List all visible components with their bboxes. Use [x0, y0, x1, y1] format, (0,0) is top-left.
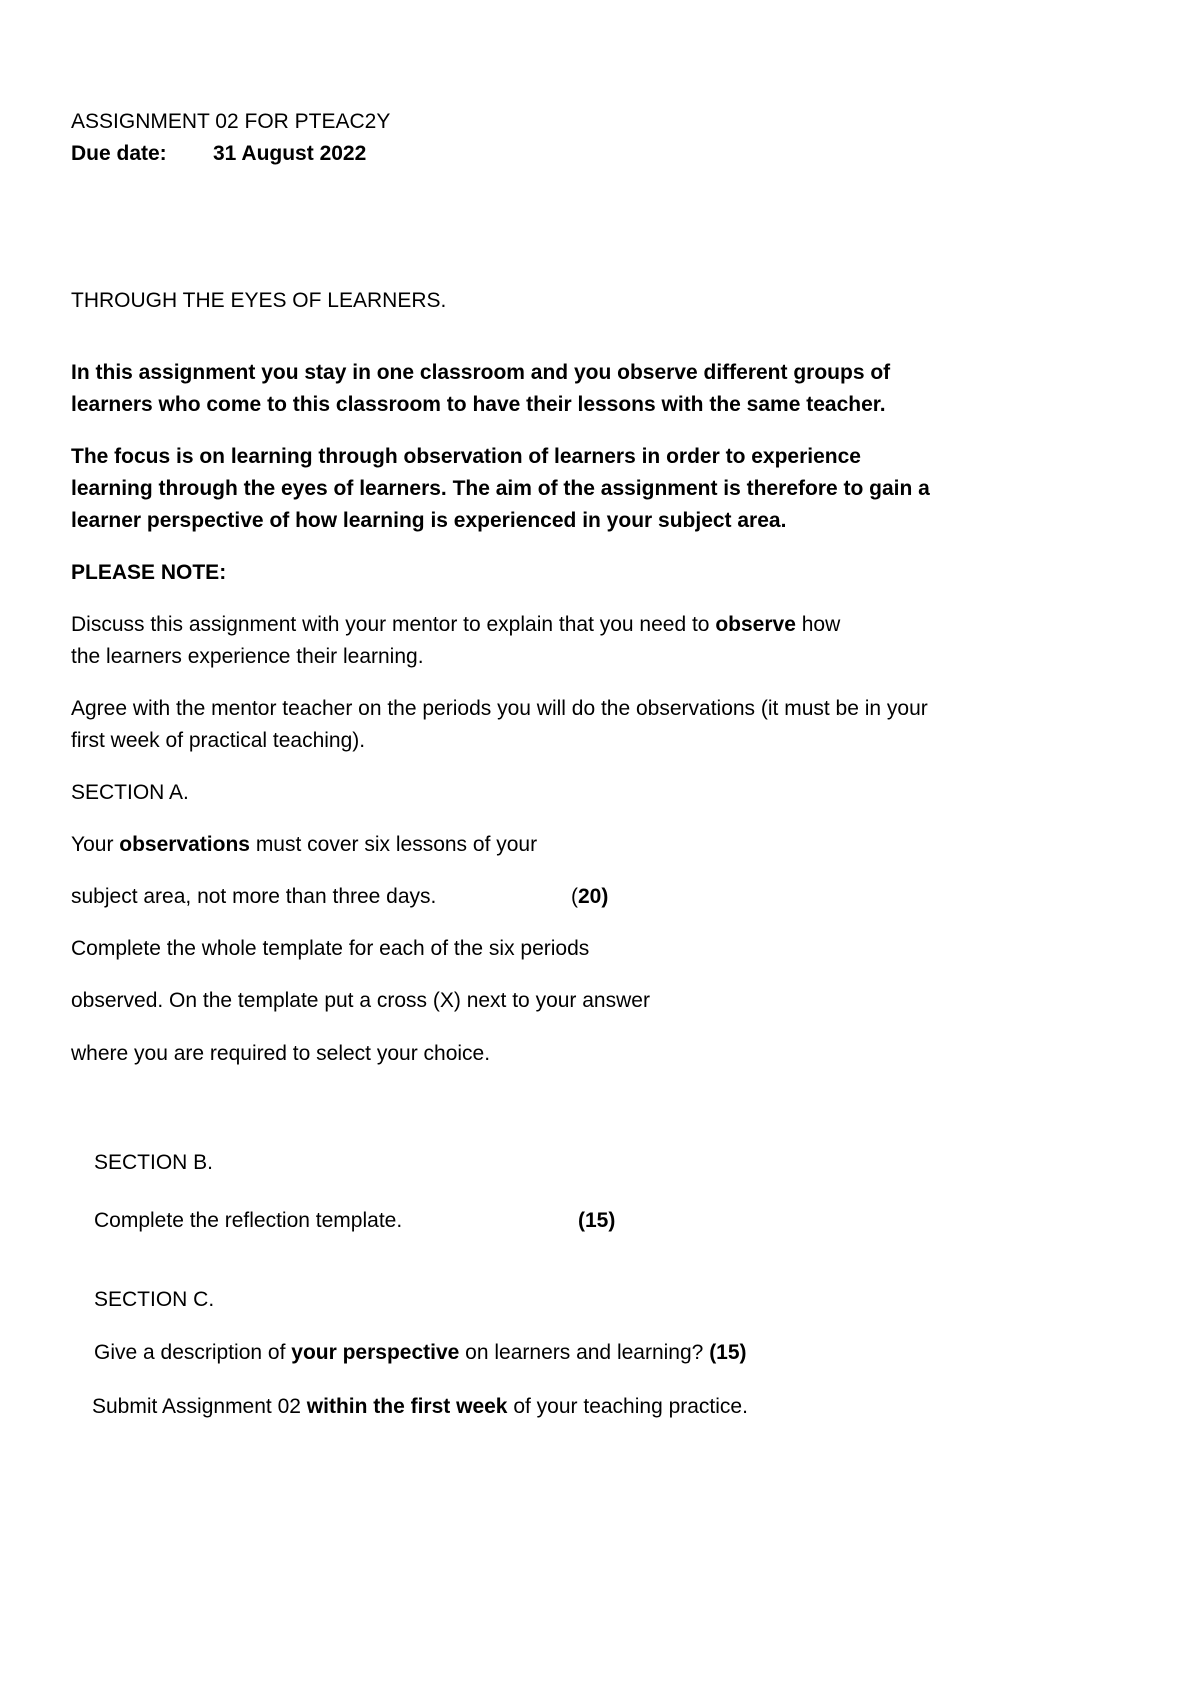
discuss-bold: observe: [715, 613, 796, 636]
section-a-complete-line-2: observed. On the template put a cross (X) next to your answer: [71, 989, 650, 1012]
section-a-subject-line: subject area, not more than three days.: [71, 885, 437, 908]
please-note-label: PLEASE NOTE:: [71, 561, 227, 584]
desc-pre: Give a description of: [94, 1341, 292, 1364]
submit-instruction: [92, 1391, 748, 1423]
intro-line-2: learners who come to this classroom to have their lessons with the same teacher.: [71, 393, 886, 416]
focus-line-2: learning through the eyes of learners. The aim of the assignment is therefore to gain a: [71, 477, 930, 500]
desc-post: on learners and learning?: [459, 1341, 710, 1364]
section-a-observations: [71, 829, 537, 861]
due-date-label: Due date:: [71, 142, 167, 165]
section-b-text: Complete the reflection template.: [94, 1209, 403, 1232]
discuss-line-2: the learners experience their learning.: [71, 645, 424, 668]
obs-post: must cover six lessons of your: [249, 833, 538, 856]
discuss-post: how: [795, 613, 841, 636]
assignment-title: ASSIGNMENT 02 FOR PTEAC2Y: [71, 110, 391, 133]
agree-line-2: first week of practical teaching).: [71, 729, 366, 752]
focus-line-1: The focus is on learning through observation of learners in order to experience: [71, 445, 861, 468]
section-b-marks: (15): [578, 1209, 616, 1232]
page-heading: [71, 285, 446, 317]
focus-line-3: learner perspective of how learning is experienced in your subject area.: [71, 509, 787, 532]
desc-bold: your perspective: [291, 1341, 460, 1364]
section-c-description: [94, 1337, 747, 1369]
discuss-line-1: [71, 609, 840, 641]
section-a-title: SECTION A.: [71, 781, 189, 804]
desc-marks: (15): [709, 1341, 747, 1364]
page-heading-period: .: [440, 289, 447, 312]
submit-post: of your teaching practice.: [507, 1395, 748, 1418]
section-a-marks: [571, 881, 608, 913]
section-a-complete-line-1: Complete the whole template for each of the six periods: [71, 937, 590, 960]
page-heading-text: THROUGH THE EYES OF LEARNERS: [71, 289, 441, 312]
section-a-complete-line-3: where you are required to select your choice.: [71, 1042, 491, 1065]
intro-line-1: In this assignment you stay in one classroom and you observe different groups of: [71, 361, 891, 384]
section-a-marks-value: 20): [578, 885, 609, 908]
obs-pre: Your: [71, 833, 120, 856]
due-date-value: 31 August 2022: [213, 142, 367, 165]
section-c-title: SECTION C.: [94, 1288, 215, 1311]
section-a-marks-open: (: [571, 885, 578, 908]
agree-line-1: Agree with the mentor teacher on the periods you will do the observations (it must be in your: [71, 697, 928, 720]
discuss-pre: Discuss this assignment with your mentor to explain that you need to: [71, 613, 716, 636]
submit-bold: within the first week: [306, 1395, 508, 1418]
submit-pre: Submit Assignment 02: [92, 1395, 307, 1418]
obs-bold: observations: [119, 833, 250, 856]
section-b-title: SECTION B.: [94, 1151, 214, 1174]
